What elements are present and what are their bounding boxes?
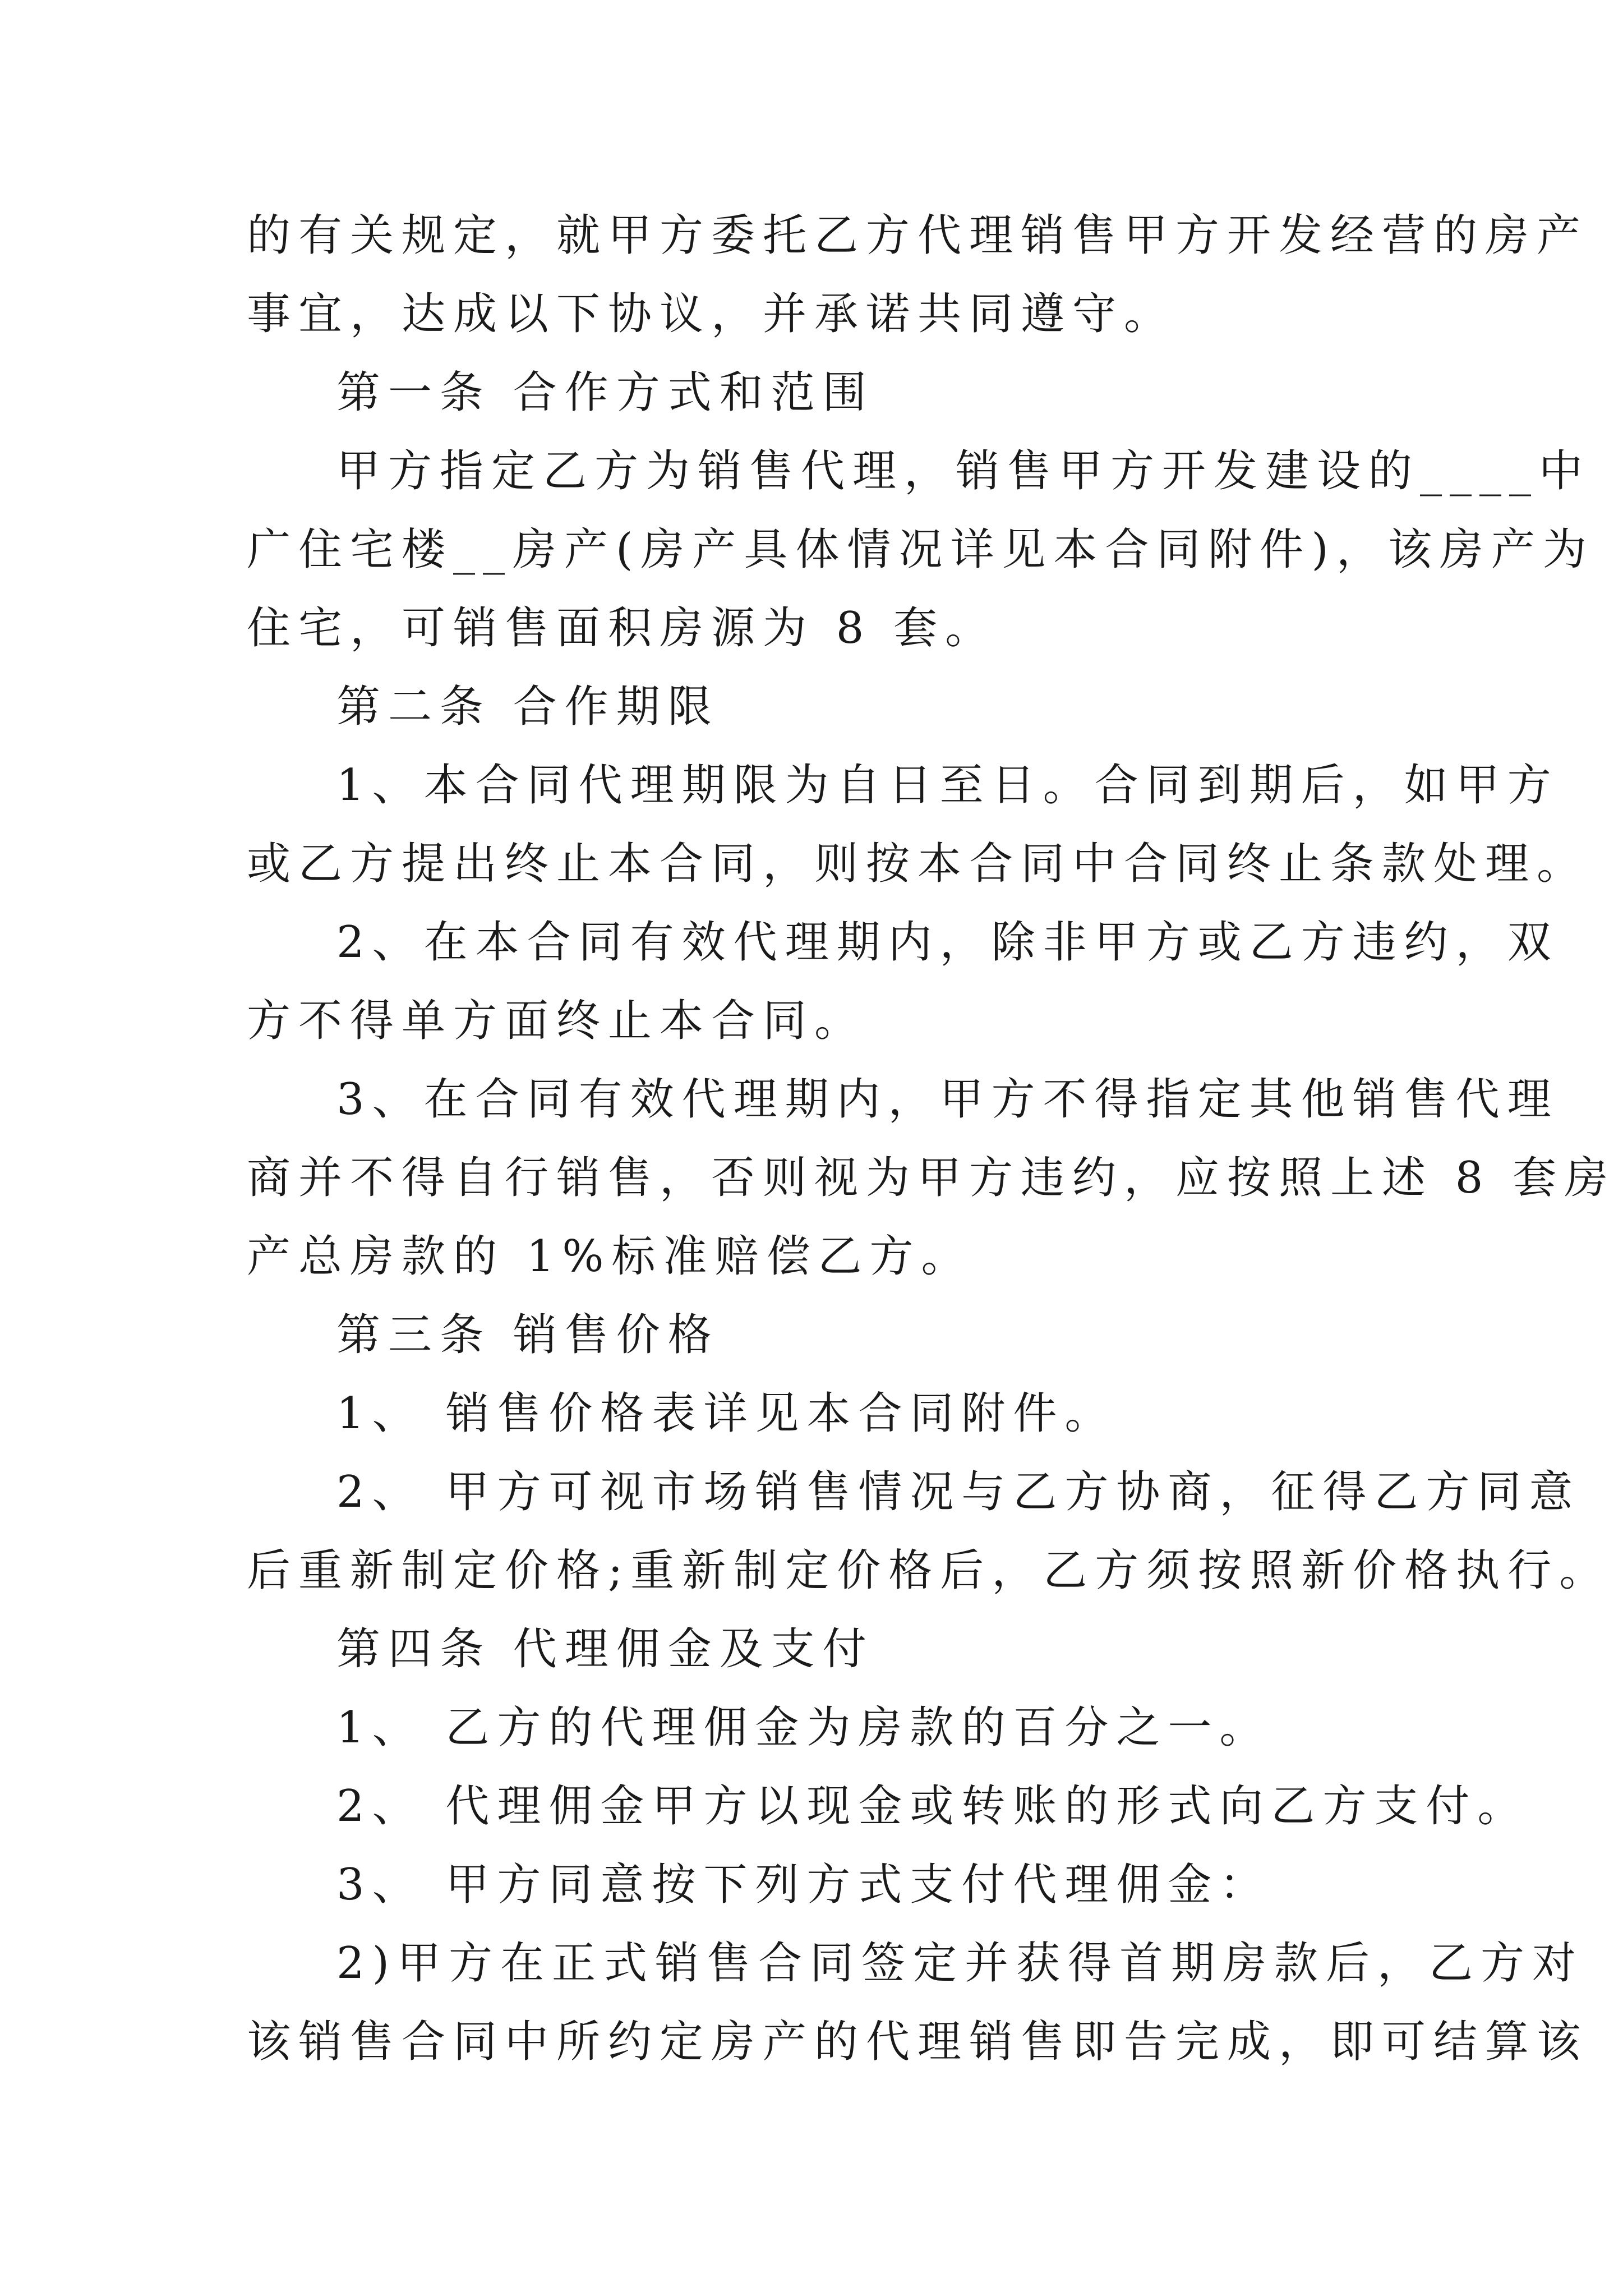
body-text-line: 的有关规定，就甲方委托乙方代理销售甲方开发经营的房产	[247, 210, 1589, 261]
body-text-line: 1、 乙方的代理佣金为房款的百分之一。	[336, 1703, 1271, 1753]
section-heading-4: 第四条 代理佣金及支付	[336, 1624, 874, 1674]
body-text-line: 或乙方提出终止本合同，则按本合同中合同终止条款处理。	[247, 839, 1589, 889]
body-text-line: 住宅，可销售面积房源为 8 套。	[247, 603, 997, 654]
body-text-line: 1、本合同代理期限为自日至日。合同到期后，如甲方	[336, 760, 1559, 811]
body-text-line: 事宜，达成以下协议，并承诺共同遵守。	[247, 289, 1176, 339]
body-text-line: 2、 代理佣金甲方以现金或转账的形式向乙方支付。	[336, 1781, 1529, 1832]
section-heading-1: 第一条 合作方式和范围	[336, 367, 874, 418]
body-text-line: 1、 销售价格表详见本合同附件。	[336, 1388, 1117, 1439]
body-text-line: 2、在本合同有效代理期内，除非甲方或乙方违约，双	[336, 917, 1559, 968]
body-text-line: 方不得单方面终止本合同。	[247, 996, 866, 1046]
body-text-line: 广住宅楼__房产(房产具体情况详见本合同附件)，该房产为	[247, 524, 1594, 575]
body-text-line: 3、在合同有效代理期内，甲方不得指定其他销售代理	[336, 1074, 1559, 1125]
body-text-line: 2、 甲方可视市场销售情况与乙方协商，征得乙方同意	[336, 1467, 1581, 1517]
body-text-line: 甲方指定乙方为销售代理，销售甲方开发建设的____中	[336, 446, 1591, 496]
body-text-line: 商并不得自行销售，否则视为甲方违约，应按照上述 8 套房	[247, 1153, 1616, 1203]
body-text-line: 3、 甲方同意按下列方式支付代理佣金：	[336, 1860, 1271, 1910]
body-text-line: 2)甲方在正式销售合同签定并获得首期房款后，乙方对	[336, 1938, 1584, 1989]
body-text-line: 产总房款的 1%标准赔偿乙方。	[247, 1231, 973, 1282]
body-text-line: 该销售合同中所约定房产的代理销售即告完成，即可结算该	[247, 2017, 1589, 2067]
section-heading-3: 第三条 销售价格	[336, 1310, 720, 1360]
section-heading-2: 第二条 合作期限	[336, 682, 720, 732]
body-text-line: 后重新制定价格;重新制定价格后，乙方须按照新价格执行。	[247, 1545, 1611, 1596]
